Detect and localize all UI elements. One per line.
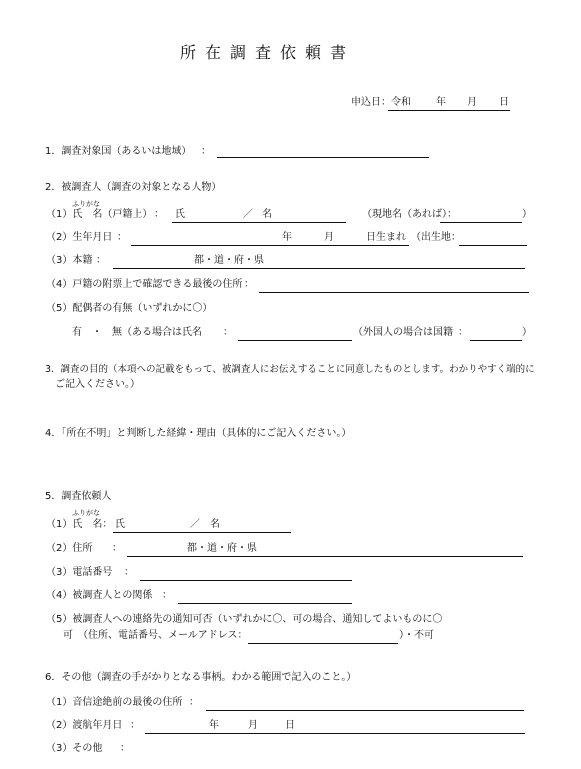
subject-birthplace-label: （出生地：	[411, 232, 461, 243]
requester-phone-colon: ：	[124, 567, 134, 578]
subject-name-colon: ：	[154, 209, 164, 220]
purpose-heading-line1: 3．調査の目的（本項への記載をもって、被調査人にお伝えすることに同意したものとします。わかりやすく端的に	[45, 364, 535, 375]
spouse-nationality-close: ）	[522, 327, 532, 338]
departure-day-unit: 日	[285, 720, 295, 731]
requester-furigana-label: ふりがな	[72, 509, 100, 517]
subject-honseki-colon: ：	[96, 255, 106, 266]
spouse-name-field[interactable]	[238, 326, 352, 341]
subject-local-name-label: （現地名（あれば）：	[362, 209, 457, 220]
subject-name-slash: ／	[243, 209, 253, 220]
last-contact-address-label: （1）音信途絶前の最後の住所	[46, 697, 183, 708]
spouse-label: （5）配偶者の有無（いずれかに〇）	[46, 303, 213, 314]
requester-relation-label: （4）被調査人との関係	[46, 590, 153, 601]
spouse-name-colon: ：	[223, 327, 233, 338]
subject-local-name-close: ）	[522, 209, 532, 220]
departure-year-unit: 年	[209, 720, 219, 731]
spouse-nationality-colon: ：	[458, 327, 468, 338]
subject-birthdate-colon: ：	[117, 232, 127, 243]
spouse-nationality-field[interactable]	[470, 326, 522, 341]
subject-local-name-field[interactable]	[440, 208, 522, 223]
notify-allow-option[interactable]: 可 （住所、電話番号、メールアドレス：	[63, 630, 248, 641]
spouse-nationality-label: （外国人の場合は国籍	[353, 327, 453, 338]
requester-prefecture-label: 都・道・府・県	[187, 543, 257, 554]
subject-furigana-label: ふりがな	[72, 200, 100, 208]
birth-year-unit: 年	[282, 232, 292, 243]
spouse-options[interactable]: 有 ・ 無（ある場合は氏名	[72, 327, 202, 338]
reason-heading: 4．「所在不明」と判断した経緯・理由（具体的にご記入ください。）	[45, 428, 352, 439]
subject-last-address-field[interactable]	[259, 278, 529, 293]
requester-relation-colon: ：	[162, 590, 172, 601]
other-notes-label: （3）その他	[46, 743, 103, 754]
date-day-unit: 日	[499, 97, 509, 108]
notify-deny-option[interactable]: ）・不可	[399, 630, 434, 641]
requester-address-label: （2）住所	[46, 543, 93, 554]
requester-address-colon: ：	[112, 543, 122, 554]
requester-phone-label: （3）電話番号	[46, 567, 113, 578]
requester-name-field[interactable]	[113, 518, 291, 533]
subject-given-name-label: 名	[262, 209, 272, 220]
requester-name-slash: ／	[190, 519, 200, 530]
form-title: 所在調査依頼書	[180, 43, 356, 62]
birth-day-unit: 日生まれ	[366, 232, 406, 243]
subject-birthplace-field[interactable]	[459, 231, 527, 246]
application-date-field[interactable]	[388, 96, 510, 111]
target-country-label: 1．調査対象国（あるいは地域）	[45, 146, 192, 157]
last-contact-address-colon: ：	[189, 697, 199, 708]
other-notes-colon: ：	[120, 743, 130, 754]
requester-given-name-label: 名	[210, 519, 220, 530]
subject-honseki-label: （3）本籍	[46, 255, 93, 266]
requester-name-label: （1）氏 名：	[46, 519, 113, 530]
requester-relation-field[interactable]	[178, 589, 352, 604]
subject-birthdate-label: （2）生年月日	[46, 232, 113, 243]
requester-address-field[interactable]	[127, 542, 523, 557]
departure-date-label: （2）渡航年月日	[46, 720, 123, 731]
subject-last-address-colon: ：	[244, 279, 254, 290]
subject-birthdate-field[interactable]	[131, 231, 409, 246]
other-heading: 6．その他（調査の手がかりとなる事柄。わかる範囲で記入のこと。）	[45, 672, 357, 683]
notify-heading: （5）被調査人への連絡先の通知可否（いずれかに〇、可の場合、通知してよいものに〇	[46, 614, 443, 625]
subject-surname-label: 氏	[175, 209, 185, 220]
date-year-unit: 年	[436, 97, 446, 108]
departure-date-colon: ：	[130, 720, 140, 731]
requester-surname-label: 氏	[115, 519, 125, 530]
departure-date-field[interactable]	[145, 719, 525, 734]
requester-heading: 5．調査依頼人	[45, 491, 112, 502]
subject-heading: 2．被調査人（調査の対象となる人物）	[45, 182, 222, 193]
subject-prefecture-label: 都・道・府・県	[194, 255, 264, 266]
notify-contact-field[interactable]	[248, 629, 398, 644]
date-month-unit: 月	[467, 97, 477, 108]
target-country-field[interactable]	[217, 143, 429, 158]
target-country-colon: ：	[201, 146, 211, 157]
purpose-heading-line2: ご記入ください。）	[55, 379, 140, 390]
last-contact-address-field[interactable]	[206, 696, 524, 711]
subject-name-label: （1）氏 名（戸籍上）	[46, 209, 153, 220]
subject-honseki-field[interactable]	[113, 254, 525, 269]
subject-name-field[interactable]	[172, 208, 346, 223]
departure-month-unit: 月	[248, 720, 258, 731]
application-date-label: 申込日：令和	[351, 97, 411, 108]
subject-last-address-label: （4）戸籍の附票上で確認できる最後の住所	[46, 279, 243, 290]
requester-phone-field[interactable]	[140, 566, 352, 581]
birth-month-unit: 月	[324, 232, 334, 243]
